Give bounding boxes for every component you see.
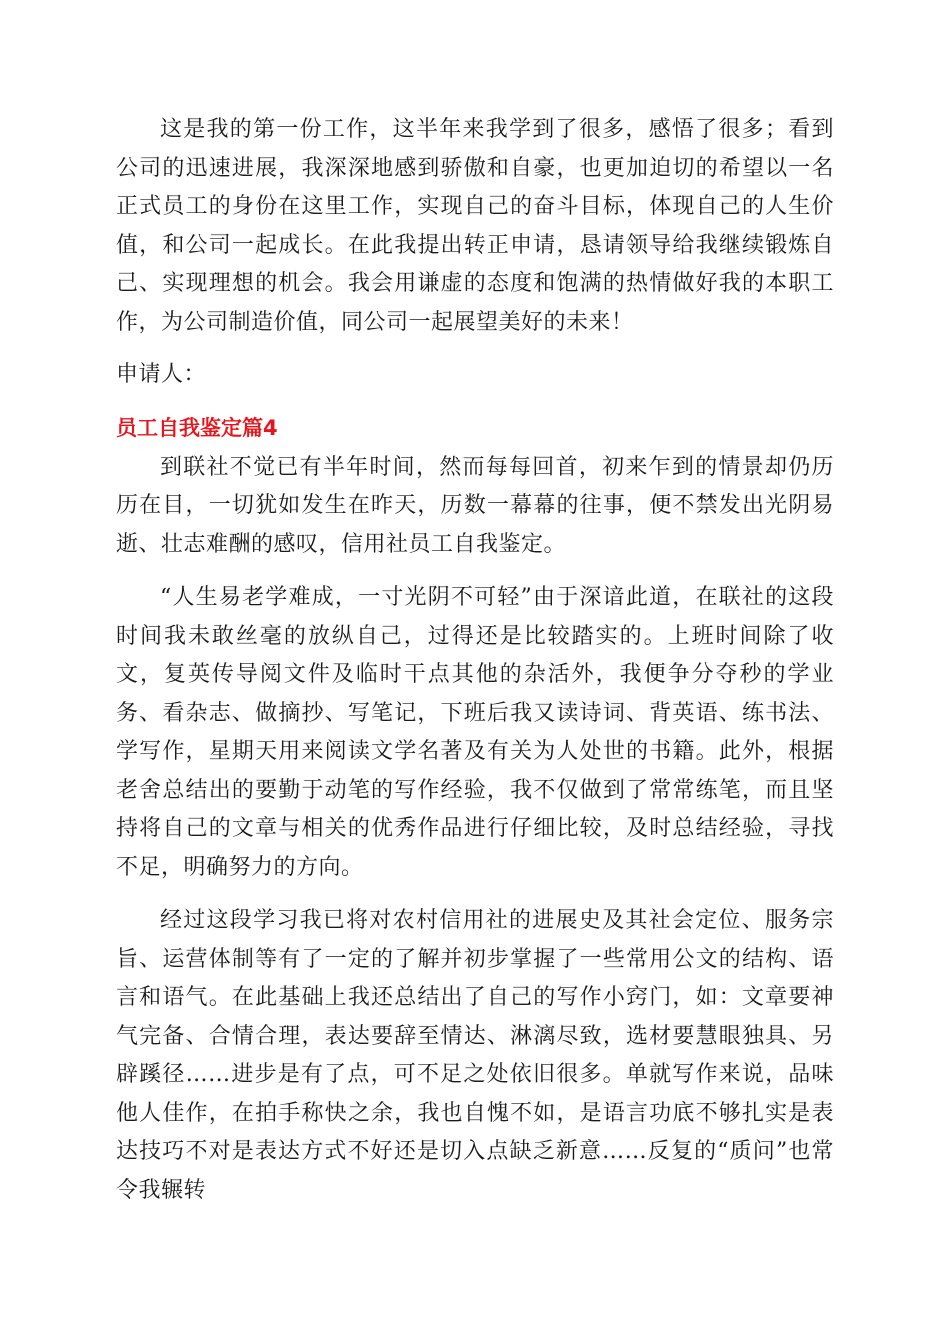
paragraph-introduction: 到联社不觉已有半年时间，然而每每回首，初来乍到的情景却仍历历在目，一切犹如发生在昨天，历数一幕幕的往事，便不禁发出光阴易逝、壮志难酬的感叹，信用社员工自我鉴定。 — [116, 454, 834, 557]
paragraph-study-habits: “人生易老学难成，一寸光阴不可轻”由于深谙此道，在联社的这段时间我未敢丝毫的放纵自己，过得还是比较踏实的。上班时间除了收文，复英传导阅文件及临时干点其他的杂活外，我便争分夺秒的学业务、看杂志、做摘抄、写笔记，下班后我又读诗词、背英语、练书法、学写作，星期天用来阅读文学名著及有关为人处世的书籍。此外，根据老舍总结出的要勤于动笔的写作经验，我不仅做到了常常练笔，而且坚持将自己的文章与相关的优秀作品进行仔细比较，及时总结经验，寻找不足，明确努力的方向。 — [116, 585, 834, 880]
document-body — [116, 111, 834, 1210]
paragraph-application-closing: 这是我的第一份工作，这半年来我学到了很多，感悟了很多；看到公司的迅速进展，我深深地感到骄傲和自豪，也更加迫切的希望以一名正式员工的身份在这里工作，实现自己的奋斗目标，体现自己的人生价值，和公司一起成长。在此我提出转正申请，恳请领导给我继续锻炼自己、实现理想的机会。我会用谦虚的态度和饱满的热情做好我的本职工作，为公司制造价值，同公司一起展望美好的未来！ — [116, 117, 834, 335]
section-heading: 员工自我鉴定篇4 — [116, 415, 278, 440]
paragraph-learning-outcomes: 经过这段学习我已将对农村信用社的进展史及其社会定位、服务宗旨、运营体制等有了一定的了解并初步掌握了一些常用公文的结构、语言和语气。在此基础上我还总结出了自己的写作小窍门，如：文章要神气完备、合情合理，表达要辞至情达、淋漓尽致，选材要慧眼独具、另辟蹊径……进步是有了点，可不足之处依旧很多。单就写作来说，品味他人佳作，在拍手称快之余，我也自愧不如，是语言功底不够扎实是表达技巧不对是表达方式不好还是切入点缺乏新意……反复的“质问”也常令我辗转 — [116, 908, 834, 1203]
signature-line: 申请人： — [116, 362, 207, 387]
